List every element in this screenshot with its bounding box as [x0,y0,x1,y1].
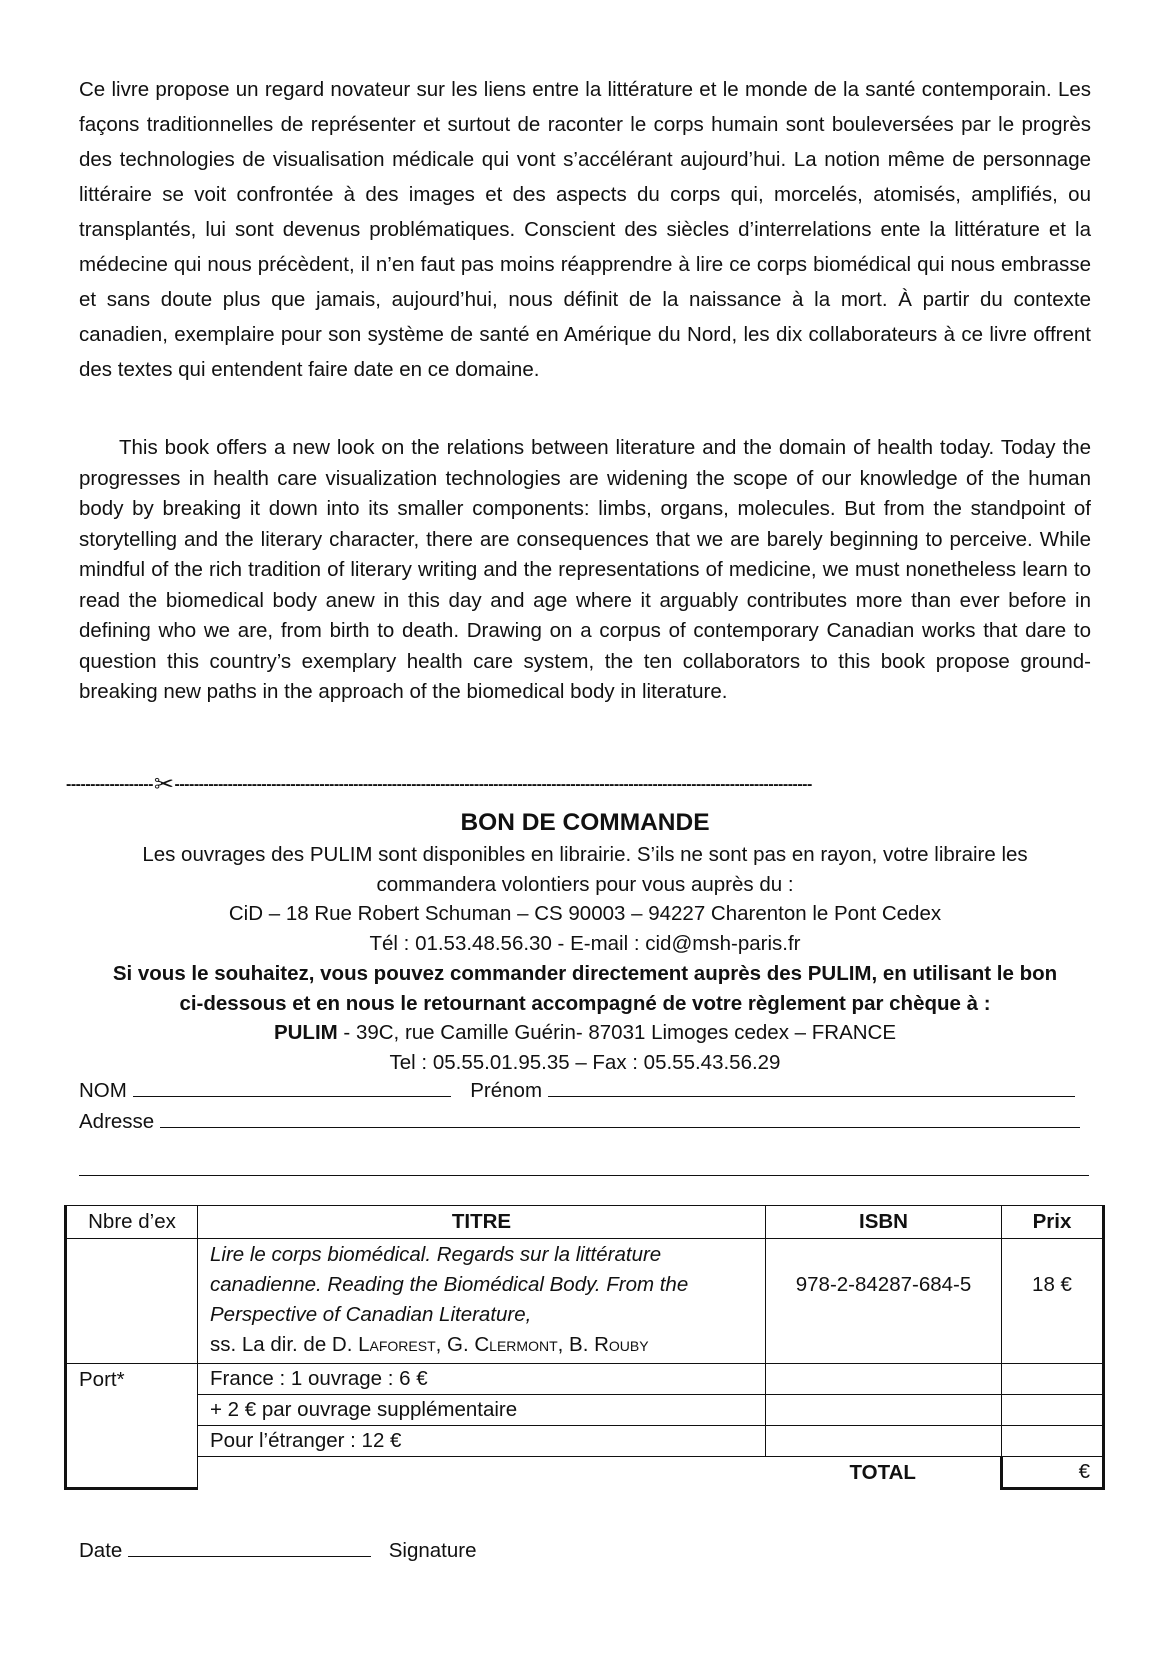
order-title: BON DE COMMANDE [460,809,710,836]
table-header-row [66,1206,1104,1239]
order-info-line-2: commandera volontiers pour vous auprès du : [376,873,794,896]
nom-field[interactable] [133,1078,451,1097]
order-table [64,1205,1105,1490]
port-isbn-2 [766,1395,1002,1426]
total-value[interactable]: € [1002,1457,1104,1489]
publisher-contact: Tel : 05.55.01.95.35 – Fax : 05.55.43.56.29 [389,1051,781,1074]
port-row-2: + 2 € par ouvrage supplémentaire [198,1395,766,1426]
distributor-contact: Tél : 01.53.48.56.30 - E-mail : cid@msh-paris.fr [369,932,801,955]
date-label: Date [79,1539,123,1562]
header-price: Prix [1002,1206,1104,1239]
quantity-cell[interactable] [66,1239,198,1364]
adresse-field[interactable] [160,1109,1080,1128]
cut-dashes-left: ------------------ [66,776,153,790]
table-row [66,1239,1104,1364]
port-row-3: Pour l’étranger : 12 € [198,1426,766,1457]
prenom-label: Prénom [470,1079,543,1102]
name-row [79,1078,1075,1103]
total-label: TOTAL [766,1457,1002,1489]
date-signature-row [79,1538,476,1563]
price-cell: 18 € [1002,1239,1104,1364]
order-info-line-1: Les ouvrages des PULIM sont disponibles en librairie. S’ils ne sont pas en rayon, votre libraire les [142,843,1028,866]
table-row [66,1395,1104,1426]
intro-french-paragraph: Ce livre propose un regard novateur sur les liens entre la littérature et le monde de la santé contemporain. Les façons traditionnelles de représenter et surtout de raconter le corps humain sont bouleversées par le progrès des technologies de visualisation médicale qui vont s’accélérant aujourd’hui. La notion même de personnage littéraire se voit confrontée à des images et des aspects du corps qui, morcelés, atomisés, amplifiés, ou transplantés, lui sont devenus problématiques. Conscient des siècles d’interrelations ente la littérature et la médecine qui nous précèdent, il n’en faut pas moins réapprendre à lire ce corps biomédical qui nous embrasse et sans doute plus que jamais, aujourd’hui, nous définit de la naissance à la mort. À partir du contexte canadien, exemplaire pour son système de santé en Amérique du Nord, les dix collaborateurs à ce livre offrent des textes qui entendent faire date en ce domaine. [79,78,1091,381]
direct-order-line-2: ci-dessous et en nous le retournant accompagné de votre règlement par chèque à : [179,992,991,1015]
port-isbn-3 [766,1426,1002,1457]
isbn-cell: 978-2-84287-684-5 [766,1239,1002,1364]
cut-line [66,770,1086,790]
signature-label: Signature [388,1539,477,1562]
table-row [66,1457,1104,1489]
book-directors-prefix: ss. La dir. de D. [210,1333,359,1356]
total-spacer [198,1457,766,1489]
adresse-label: Adresse [79,1110,155,1133]
publisher-name: PULIM [273,1021,338,1044]
publisher-address [60,1018,1110,1049]
table-row [66,1364,1104,1395]
book-title: Lire le corps biomédical. Regards sur la littérature canadienne. Reading the Biomédical Body. From the Perspective of Canadian Literature, [210,1243,689,1326]
address-row-2 [79,1157,1089,1182]
date-field[interactable] [128,1538,371,1557]
header-title: TITRE [198,1206,766,1239]
title-cell [198,1239,766,1364]
port-label: Port* [66,1364,198,1489]
book-directors-names: Laforest, G. Clermont, B. Rouby [358,1333,649,1356]
port-row-1: France : 1 ouvrage : 6 € [198,1364,766,1395]
port-price-1[interactable] [1002,1364,1104,1395]
book-directors [210,1330,753,1360]
header-isbn: ISBN [766,1206,1002,1239]
prenom-field[interactable] [548,1078,1075,1097]
port-price-2[interactable] [1002,1395,1104,1426]
port-isbn-1 [766,1364,1002,1395]
direct-order-line-1: Si vous le souhaitez, vous pouvez commander directement auprès des PULIM, en utilisant le bon [112,962,1058,985]
publisher-street: - 39C, rue Camille Guérin- 87031 Limoges cedex – FRANCE [337,1021,897,1044]
intro-english-paragraph: This book offers a new look on the relations between literature and the domain of health today. Today the progresses in health care visualization technologies are widening the scope of our knowledge of the human body by breaking it down into its smaller components: limbs, organs, molecules. But from the standpoint of storytelling and the literary character, there are consequences that we are barely beginning to perceive. While mindful of the rich tradition of literary writing and the representations of medicine, we must nonetheless learn to read the biomedical body anew in this day and age where it arguably contributes more than ever before in defining who we are, from birth to death. Drawing on a corpus of contemporary Canadian works that dare to question this country’s exemplary health care system, the ten collaborators to this book propose ground-breaking new paths in the approach of the biomedical body in literature. [79,436,1091,703]
distributor-address: CiD – 18 Rue Robert Schuman – CS 90003 – 94227 Charenton le Pont Cedex [228,902,942,925]
header-quantity: Nbre d’ex [66,1206,198,1239]
adresse-field-2[interactable] [79,1157,1089,1176]
cut-dashes-right: ------------------------------------------------------------------------------------------------------------------------------------ [174,776,812,790]
table-row [66,1426,1104,1457]
nom-label: NOM [79,1079,127,1102]
address-row [79,1109,1080,1134]
scissors-icon: ✂ [153,771,174,790]
port-price-3[interactable] [1002,1426,1104,1457]
